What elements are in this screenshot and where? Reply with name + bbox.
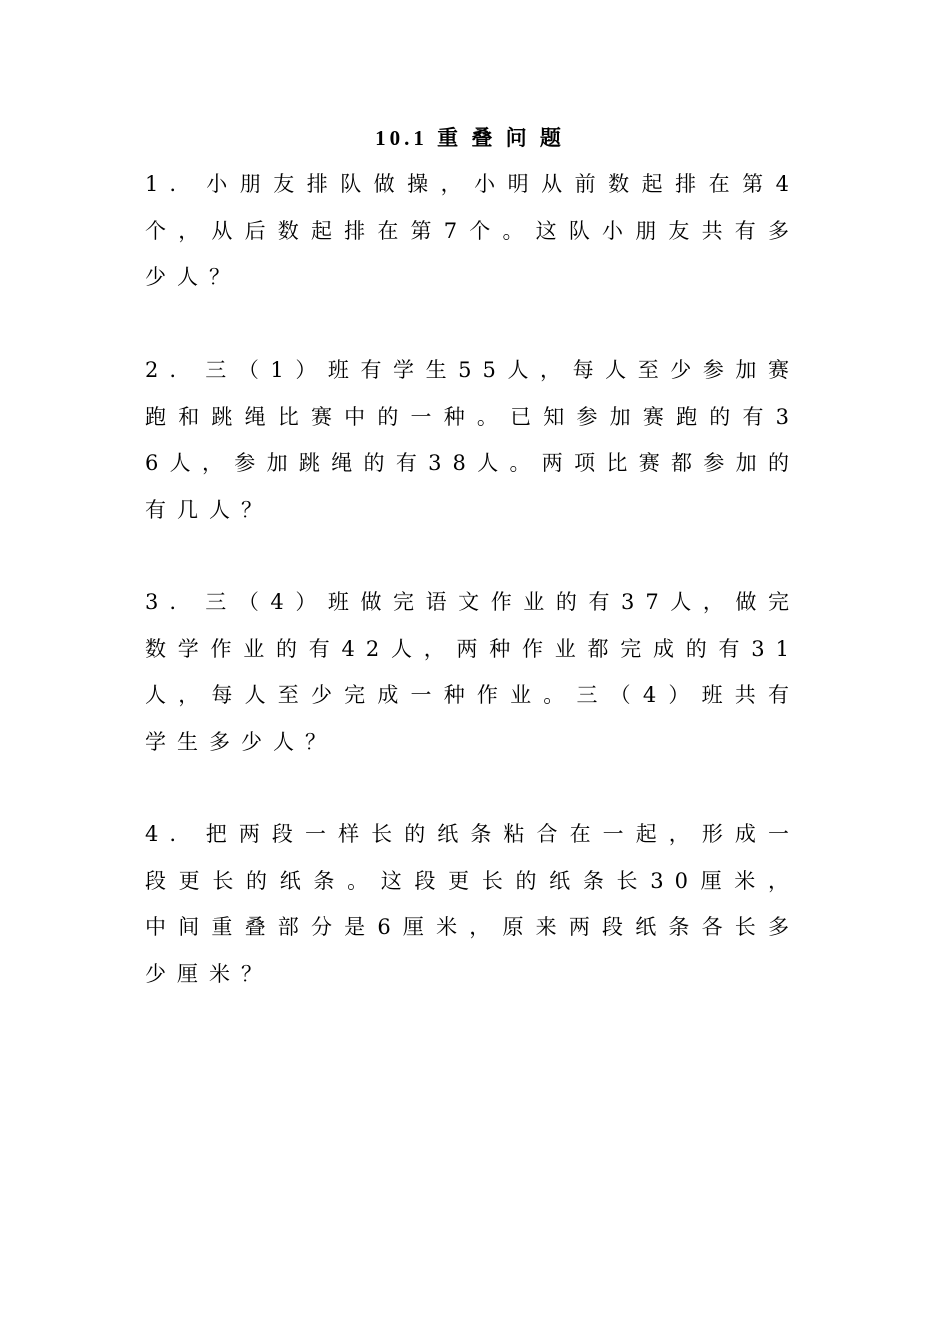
question-4: 4. 把两段一样长的纸条粘合在一起，形成一段更长的纸条。这段更长的纸条长30厘米，中间重叠部分是6厘米，原来两段纸条各长多少厘米？ — [145, 822, 800, 986]
page-title: 10.1 重 叠 问 题 — [375, 126, 565, 150]
question-2: 2. 三（1）班有学生55人，每人至少参加赛跑和跳绳比赛中的一种。已知参加赛跑的有36人，参加跳绳的有38人。两项比赛都参加的有几人？ — [145, 358, 800, 522]
question-1: 1. 小朋友排队做操，小明从前数起排在第4个，从后数起排在第7个。这队小朋友共有多少人？ — [145, 172, 800, 289]
question-3: 3. 三（4）班做完语文作业的有37人，做完数学作业的有42人，两种作业都完成的有31人，每人至少完成一种作业。三（4）班共有学生多少人？ — [145, 590, 800, 754]
